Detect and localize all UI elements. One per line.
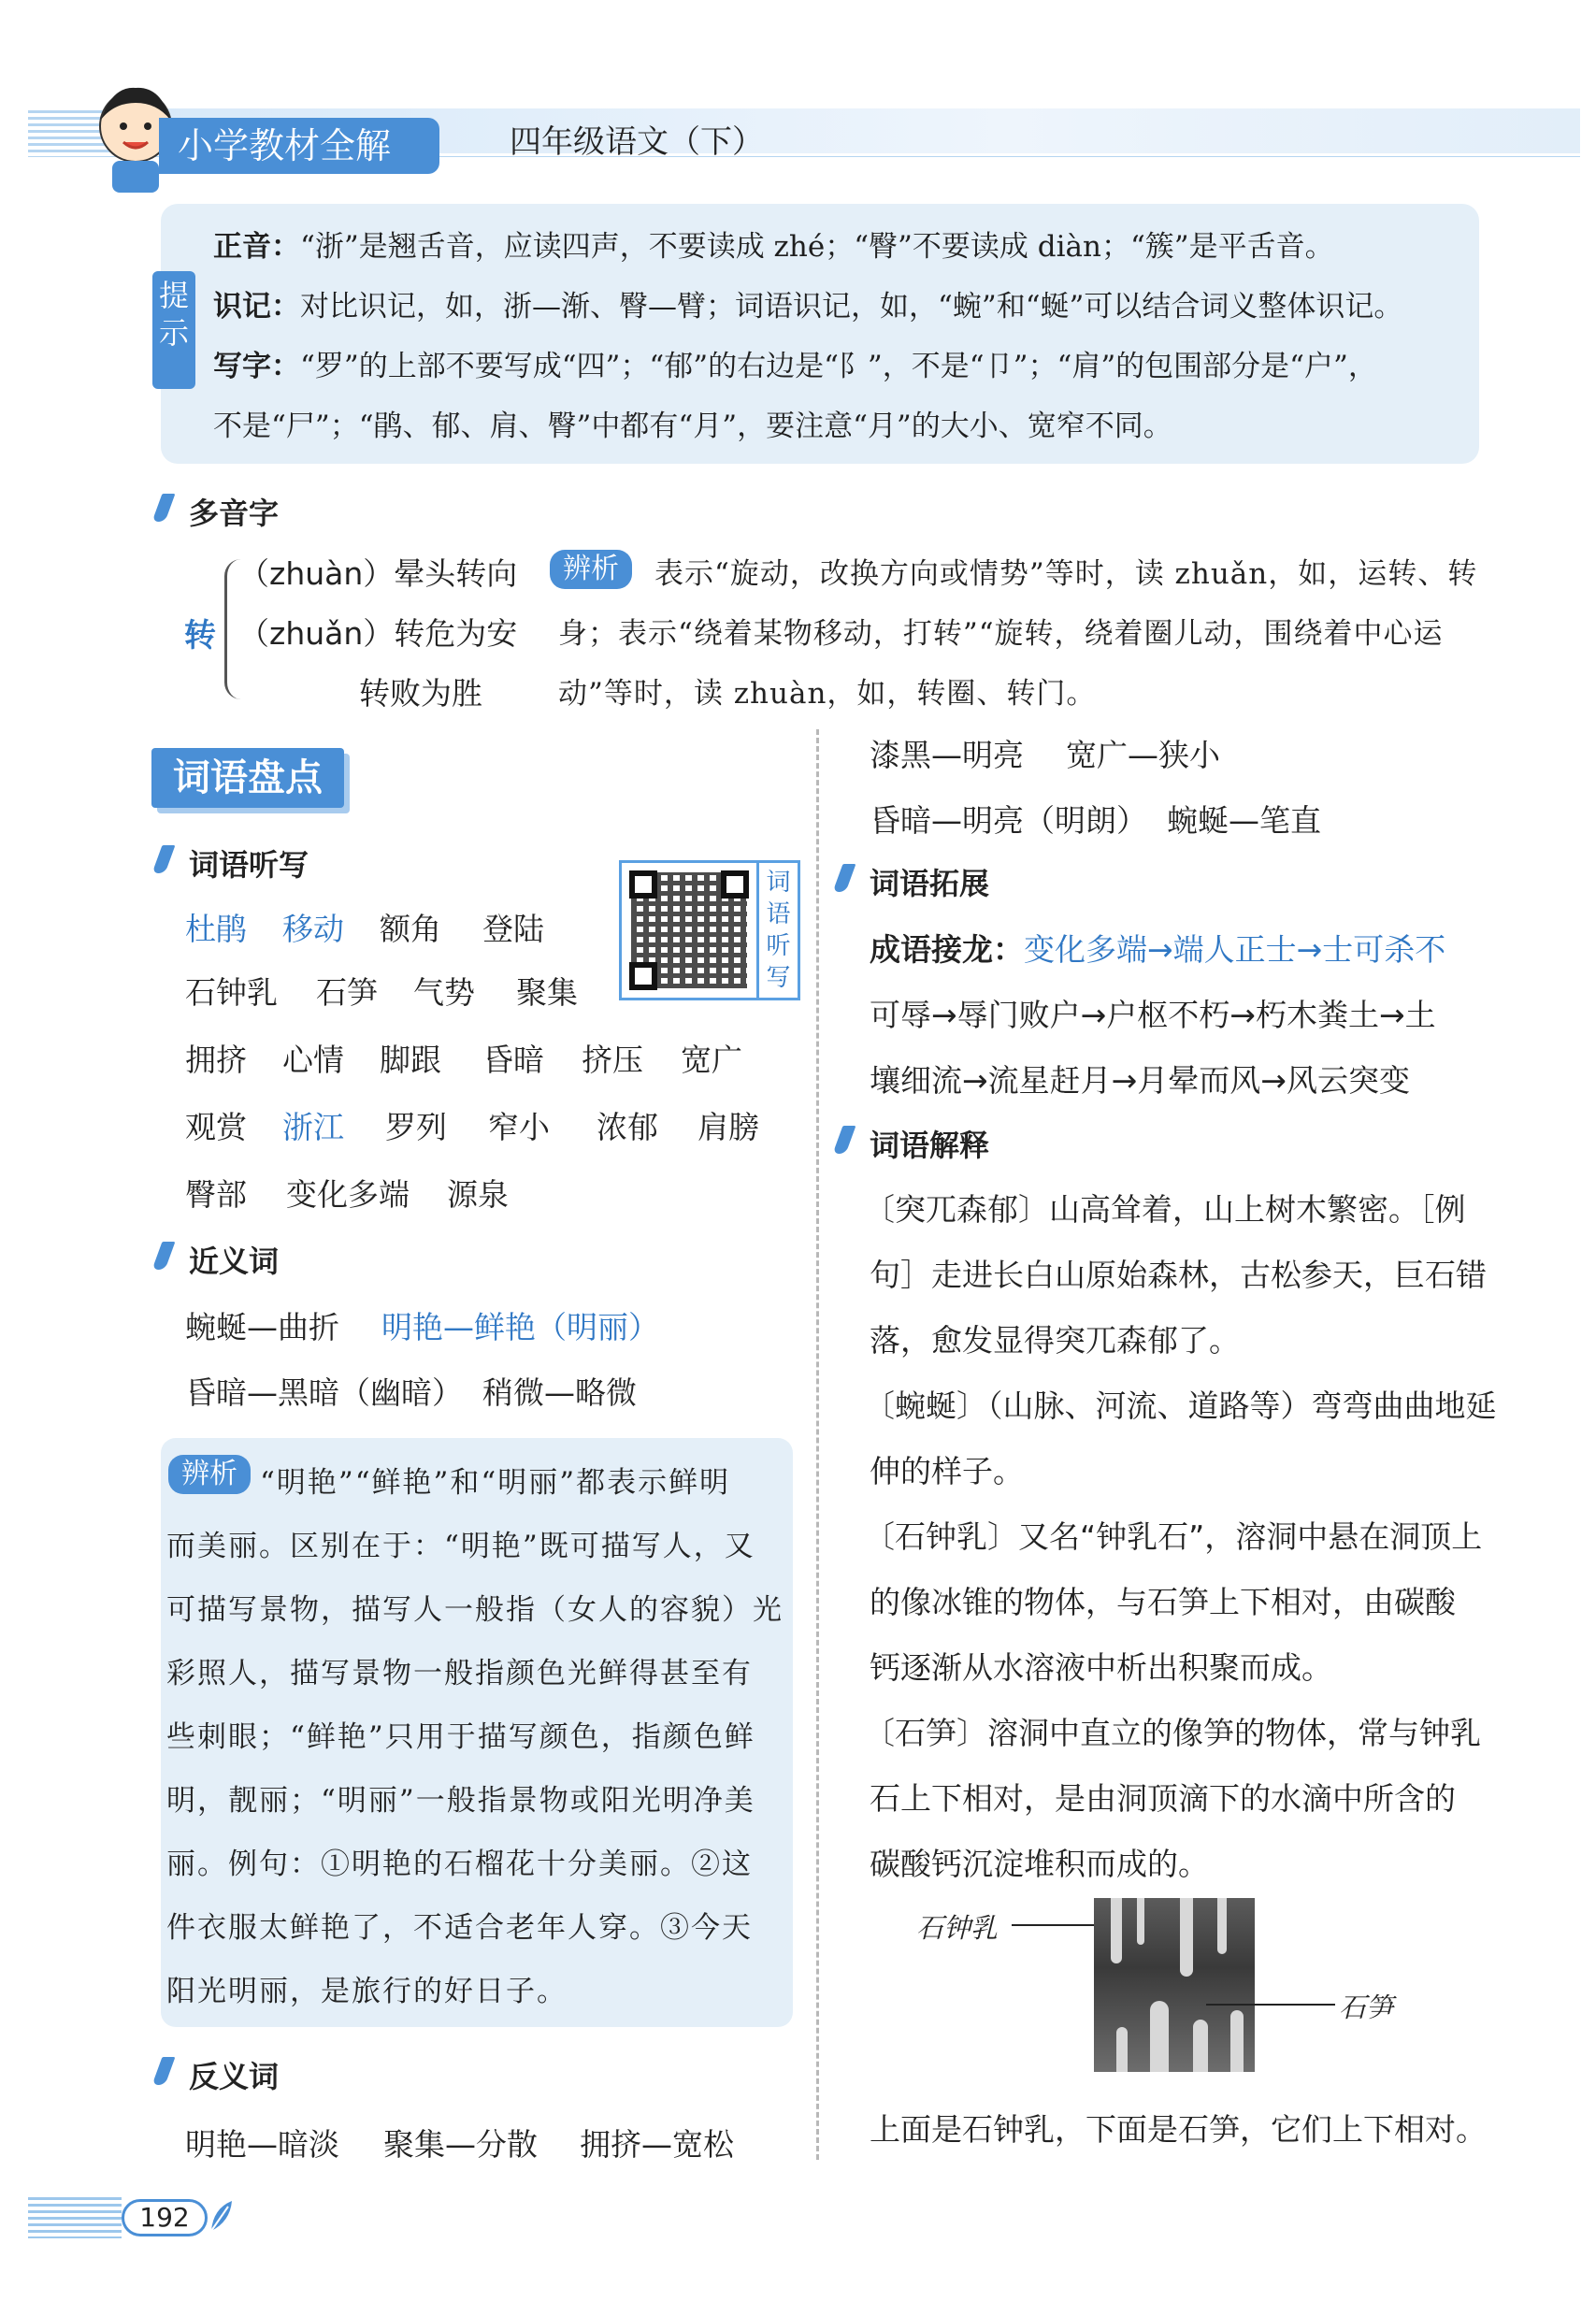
dictation-word: 挤压 xyxy=(582,1042,643,1078)
pen-icon xyxy=(152,845,176,873)
photo-label-bottom: 石笋 xyxy=(1339,1992,1394,2023)
qr-label: 词语听写 xyxy=(759,860,800,1000)
book-title: 小学教材全解 xyxy=(159,118,439,174)
antonyms-heading: 反义词 xyxy=(189,2059,280,2094)
dictation-word: 脚跟 xyxy=(380,1042,441,1078)
analysis-line: 而美丽。区别在于：“明艳”既可描写人，又 xyxy=(166,1530,755,1563)
dictation-word: 登陆 xyxy=(482,911,544,947)
explanation-line: 〔石钟乳〕又名“钟乳石”，溶洞中悬在洞顶上 xyxy=(864,1518,1483,1555)
dictation-word: 宽广 xyxy=(681,1042,742,1078)
idiom-chain-line: 成语接龙：变化多端→端人正士→士可杀不 xyxy=(870,931,1446,968)
analysis-line: 明，靓丽；“明丽”一般指景物或阳光明净美 xyxy=(166,1784,755,1818)
dictation-word: 额角 xyxy=(380,911,441,947)
pen-icon xyxy=(152,494,176,522)
explanation-line: 落，愈发显得突兀森郁了。 xyxy=(870,1322,1240,1359)
dictation-word: 石钟乳 xyxy=(185,974,278,1011)
column-divider xyxy=(816,729,819,2160)
arrow-line xyxy=(1012,1924,1094,1926)
grade-title: 四年级语文（下） xyxy=(510,123,764,161)
explanation-line: 伸的样子。 xyxy=(870,1453,1024,1489)
explanation-line: 句］走进长白山原始森林，古松参天，巨石错 xyxy=(870,1257,1487,1293)
synonym-pair: 昏暗—黑暗（幽暗） xyxy=(185,1374,463,1411)
polyphone-char: 转 xyxy=(184,617,216,654)
analysis-line: “明艳”“鲜艳”和“明丽”都表示鲜明 xyxy=(260,1466,731,1500)
antonym-pair: 聚集—分散 xyxy=(383,2126,538,2163)
dictation-word: 臀部 xyxy=(185,1176,247,1213)
dictation-word: 杜鹃 xyxy=(185,911,247,947)
page-number: 192 xyxy=(122,2199,208,2236)
photo-label-top: 石钟乳 xyxy=(916,1912,999,1944)
pen-icon xyxy=(152,2057,176,2085)
polyphone-item: （zhuǎn）转危为安 xyxy=(238,615,518,652)
dictation-word: 浙江 xyxy=(282,1109,344,1145)
dictation-word: 变化多端 xyxy=(286,1176,410,1213)
antonym-pair: 昏暗—明亮（明朗） xyxy=(870,802,1147,839)
antonym-pair: 蜿蜒—笔直 xyxy=(1167,802,1321,839)
explanations-heading: 词语解释 xyxy=(870,1128,990,1163)
analysis-line: 丽。例句：①明艳的石榴花十分美丽。②这 xyxy=(166,1848,753,1881)
antonym-pair: 漆黑—明亮 xyxy=(870,737,1024,773)
explanation-line: 钙逐渐从水溶液中析出积聚而成。 xyxy=(870,1649,1332,1686)
tip-line: 识记：对比识记，如，浙—渐、臀—臂；词语识记，如，“蜿”和“蜒”可以结合词义整体识记。 xyxy=(213,290,1403,324)
dictation-word: 观赏 xyxy=(185,1109,247,1145)
expansion-heading: 词语拓展 xyxy=(870,866,990,901)
polyphone-explain: 动”等时，读 zhuàn，如，转圈、转门。 xyxy=(558,677,1097,711)
tip-line: 写字：“罗”的上部不要写成“四”；“郁”的右边是“阝”，不是“卩”；“肩”的包围部分是“户”， xyxy=(213,350,1377,383)
polyphone-item: （zhuàn）晕头转向 xyxy=(238,555,518,592)
synonym-pair: 蜿蜒—曲折 xyxy=(185,1309,339,1345)
analysis-badge: 辨析 xyxy=(168,1455,251,1494)
tip-line: 正音：“浙”是翘舌音，应读四声，不要读成 zhé；“臀”不要读成 diàn；“簇”是平舌音。 xyxy=(213,230,1334,264)
polyphone-explain: 身；表示“绕着某物移动，打转”“旋转，绕着圈儿动，围绕着中心运 xyxy=(558,617,1444,651)
synonym-pair: 稍微—略微 xyxy=(482,1374,637,1411)
polyphone-item: 转败为胜 xyxy=(359,675,482,712)
explanation-line: 的像冰锥的物体，与石笋上下相对，由碳酸 xyxy=(870,1584,1456,1620)
dictation-word: 源泉 xyxy=(447,1176,509,1213)
idiom-chain-line: 壤细流→流星赶月→月晕而风→风云突变 xyxy=(870,1062,1410,1099)
dictation-word: 昏暗 xyxy=(482,1042,544,1078)
explanation-line: 碳酸钙沉淀堆积而成的。 xyxy=(870,1846,1209,1882)
dictation-word: 心情 xyxy=(282,1042,344,1078)
dictation-heading: 词语听写 xyxy=(189,847,309,883)
analysis-line: 些刺眼；“鲜艳”只用于描写颜色，指颜色鲜 xyxy=(166,1720,755,1754)
antonym-pair: 明艳—暗淡 xyxy=(185,2126,339,2163)
idiom-chain-line: 可辱→辱门败户→户枢不朽→朽木粪土→土 xyxy=(870,997,1436,1033)
pen-icon xyxy=(833,864,856,892)
photo-caption: 上面是石钟乳，下面是石笋，它们上下相对。 xyxy=(870,2111,1487,2148)
analysis-line: 可描写景物，描写人一般指（女人的容貌）光 xyxy=(166,1593,784,1627)
explanation-line: 石上下相对，是由洞顶滴下的水滴中所含的 xyxy=(870,1780,1456,1817)
synonym-pair: 明艳—鲜艳（明丽） xyxy=(381,1309,659,1345)
qr-code-icon[interactable] xyxy=(619,860,759,1000)
explanation-line: 〔蜿蜒〕（山脉、河流、道路等）弯弯曲曲地延 xyxy=(864,1388,1497,1424)
analysis-badge: 辨析 xyxy=(550,550,632,589)
footer-stripes xyxy=(28,2197,122,2238)
tip-line: 不是“尸”；“鹃、郁、肩、臀”中都有“月”，要注意“月”的大小、宽窄不同。 xyxy=(213,410,1172,443)
dictation-word: 石笋 xyxy=(316,974,378,1011)
dictation-word: 浓郁 xyxy=(597,1109,658,1145)
explanation-line: 〔突兀森郁〕山高耸着，山上树木繁密。［例 xyxy=(864,1191,1466,1228)
dictation-word: 罗列 xyxy=(385,1109,447,1145)
dictation-word: 窄小 xyxy=(488,1109,550,1145)
synonyms-heading: 近义词 xyxy=(189,1244,280,1279)
section-title: 词语盘点 xyxy=(151,748,344,808)
analysis-line: 件衣服太鲜艳了，不适合老年人穿。③今天 xyxy=(166,1911,753,1945)
antonym-pair: 拥挤—宽松 xyxy=(580,2126,734,2163)
arrow-line xyxy=(1206,2004,1335,2006)
dictation-word: 肩膀 xyxy=(697,1109,759,1145)
antonym-pair: 宽广—狭小 xyxy=(1066,737,1220,773)
pen-icon xyxy=(152,1242,176,1270)
analysis-line: 彩照人，描写景物一般指颜色光鲜得甚至有 xyxy=(166,1657,753,1690)
polyphone-explain: 表示“旋动，改换方向或情势”等时，读 zhuǎn，如，运转、转 xyxy=(654,557,1478,591)
polyphone-heading: 多音字 xyxy=(189,496,280,531)
pen-icon xyxy=(833,1126,856,1154)
explanation-line: 〔石笋〕溶洞中直立的像笋的物体，常与钟乳 xyxy=(864,1715,1481,1751)
dictation-word: 气势 xyxy=(413,974,475,1011)
cave-photo xyxy=(1094,1898,1255,2072)
dictation-word: 拥挤 xyxy=(185,1042,247,1078)
dictation-word: 聚集 xyxy=(516,974,578,1011)
leaf-icon xyxy=(208,2199,236,2233)
dictation-word: 移动 xyxy=(282,911,344,947)
tip-label: 提示 xyxy=(152,271,195,389)
analysis-line: 阳光明丽，是旅行的好日子。 xyxy=(166,1975,568,2008)
